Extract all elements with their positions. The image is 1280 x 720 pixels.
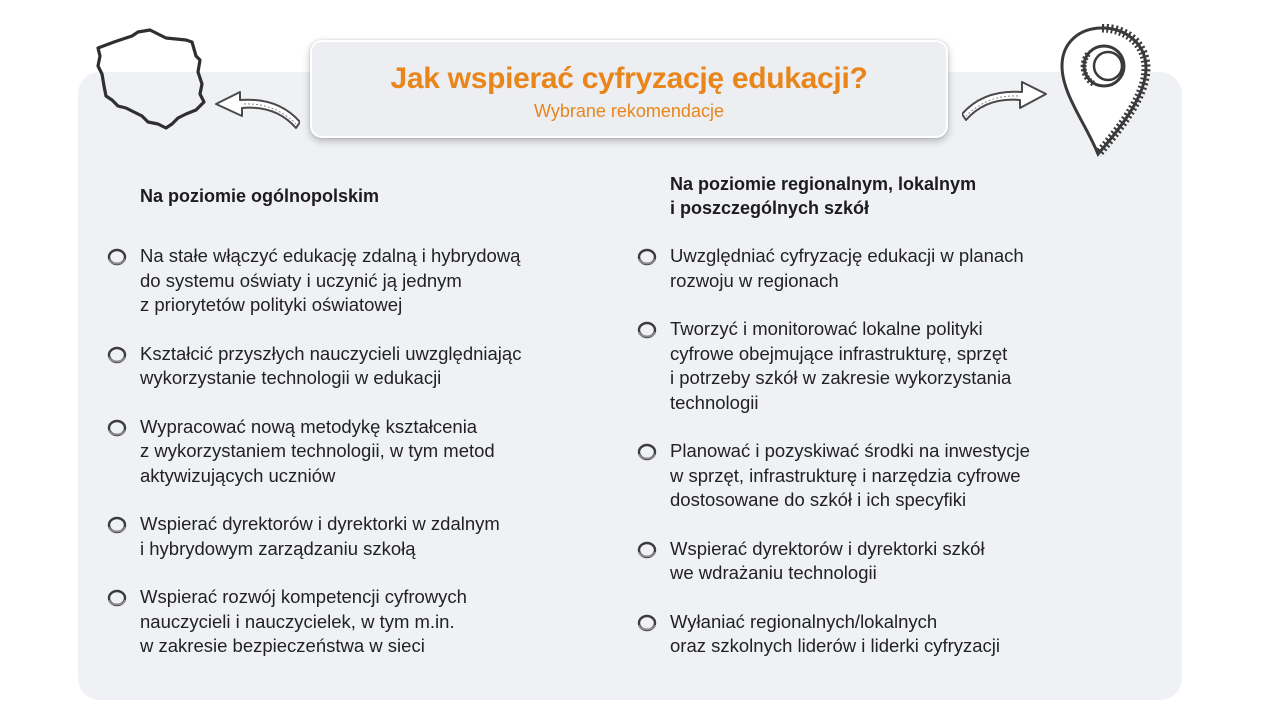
list-item — [636, 610, 1136, 659]
item-line: Tworzyć i monitorować lokalne polityki — [670, 318, 983, 339]
item-line: w zakresie bezpieczeństwa w sieci — [140, 635, 425, 656]
column-heading-regional — [670, 172, 1136, 220]
heading-line: i poszczególnych szkół — [670, 198, 870, 218]
item-line: Wypracować nową metodykę kształcenia — [140, 415, 478, 437]
item-line: Planować i pozyskiwać środki na inwestycje — [670, 440, 1030, 461]
item-line: rozwoju w regionach — [670, 269, 839, 291]
ring-bullet-icon — [106, 418, 128, 440]
ring-bullet-icon — [106, 515, 128, 537]
item-line: technologii — [670, 391, 759, 413]
list-item — [106, 244, 606, 318]
item-line: wykorzystanie technologii w edukacji — [140, 367, 442, 388]
ring-bullet-icon — [636, 320, 658, 342]
location-pin-icon — [1058, 24, 1152, 160]
item-line: i potrzeby szkół w zakresie wykorzystania — [670, 367, 1012, 388]
ring-bullet-icon — [636, 540, 658, 562]
item-line: Wyłaniać regionalnych/lokalnych — [670, 610, 938, 632]
ring-bullet-icon — [636, 442, 658, 464]
item-line: cyfrowe obejmujące infrastrukturę, sprzęt — [670, 342, 1008, 364]
item-line: Wspierać rozwój kompetencji cyfrowych — [140, 586, 467, 607]
item-line: Wspierać dyrektorów i dyrektorki szkół — [670, 537, 985, 559]
ring-bullet-icon — [106, 588, 128, 610]
list-item — [106, 585, 606, 659]
item-line: z priorytetów polityki oświatowej — [140, 294, 403, 315]
list-item — [636, 439, 1136, 513]
page-subtitle: Wybrane rekomendacje — [534, 101, 724, 121]
list-item — [106, 415, 606, 489]
column-regional — [636, 172, 1136, 659]
recommendation-list-regional — [636, 244, 1136, 659]
column-heading-national — [140, 184, 606, 208]
item-line: Na stałe włączyć edukację zdalną i hybrydową — [140, 245, 521, 266]
ring-bullet-icon — [106, 247, 128, 269]
item-line: Uwzględniać cyfryzację edukacji w planach — [670, 245, 1024, 266]
page-title: Jak wspierać cyfryzację edukacji? — [390, 62, 868, 95]
item-line: i hybrydowym zarządzaniu szkołą — [140, 537, 416, 559]
ring-bullet-icon — [106, 345, 128, 367]
item-line: do systemu oświaty i uczynić ją jednym — [140, 269, 462, 291]
ring-bullet-icon — [636, 613, 658, 635]
item-line: Kształcić przyszłych nauczycieli uwzględniając — [140, 342, 522, 364]
curved-arrow-left-icon — [212, 88, 300, 134]
item-line: Wspierać dyrektorów i dyrektorki w zdalnym — [140, 513, 500, 534]
item-line: dostosowane do szkół i ich specyfiki — [670, 489, 967, 510]
item-line: w sprzęt, infrastrukturę i narzędzia cyfrowe — [670, 464, 1021, 486]
list-item — [636, 537, 1136, 586]
ring-bullet-icon — [636, 247, 658, 269]
item-line: z wykorzystaniem technologii, w tym metod — [140, 440, 495, 461]
column-national — [106, 184, 606, 659]
heading-line: Na poziomie regionalnym, lokalnym — [670, 174, 977, 194]
title-card — [310, 40, 948, 138]
item-line: oraz szkolnych liderów i liderki cyfryzacji — [670, 635, 1001, 656]
heading-line: Na poziomie ogólnopolskim — [140, 186, 380, 206]
curved-arrow-right-icon — [962, 80, 1050, 126]
item-line: nauczycieli i nauczycielek, w tym m.in. — [140, 610, 455, 632]
item-line: aktywizujących uczniów — [140, 464, 336, 486]
item-line: we wdrażaniu technologii — [670, 562, 877, 583]
list-item — [636, 317, 1136, 415]
list-item — [106, 342, 606, 391]
recommendation-list-national — [106, 244, 606, 659]
poland-map-icon — [92, 28, 212, 132]
list-item — [106, 512, 606, 561]
list-item — [636, 244, 1136, 293]
